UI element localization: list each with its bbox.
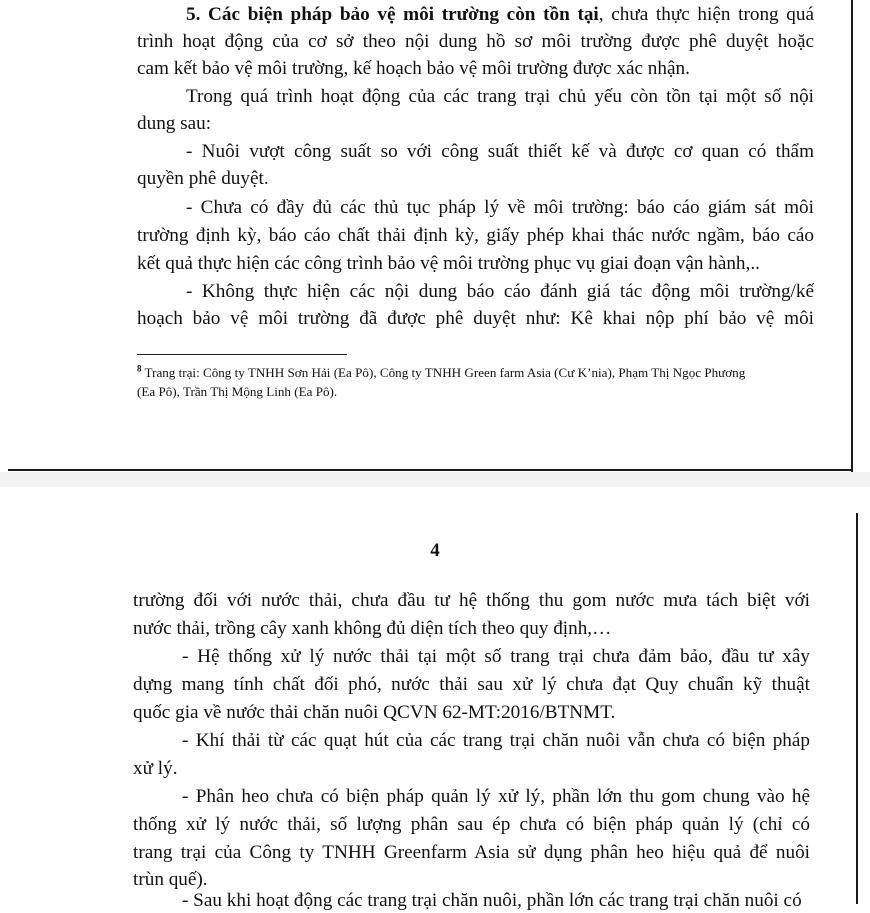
bullet-line: - Hệ thống xử lý nước thải tại một số trang trại chưa đảm bảo, đầu tư xây — [182, 646, 810, 667]
heading-continuation: , chưa thực hiện trong quá — [598, 4, 815, 25]
text-line: dung sau: — [137, 113, 212, 134]
paragraph-heading-line — [186, 3, 814, 27]
cut-off-text: - Sau khi hoạt động các trang trại chăn nuôi, phần lớn các trang trại chăn nuôi có — [182, 890, 802, 911]
page-edge-right — [851, 0, 853, 472]
text-line: trường định kỳ, báo cáo chất thải định kỳ, giấy phép khai thác nước ngầm, báo cáo — [137, 225, 814, 246]
text-line: nước thải, trồng cây xanh không đủ diện tích theo quy định,… — [133, 618, 612, 639]
bullet-line: - Chưa có đầy đủ các thủ tục pháp lý về môi trường: báo cáo giám sát môi — [186, 197, 814, 218]
bullet-line: - Không thực hiện các nội dung báo cáo đánh giá tác động môi trường/kế — [186, 281, 814, 302]
text-line: hoạch bảo vệ môi trường đã được phê duyệt như: Kê khai nộp phí bảo vệ môi — [137, 308, 814, 329]
text-line: dựng mang tính chất đối phó, nước thải sau xử lý chưa đạt Quy chuẩn kỹ thuật — [133, 674, 810, 695]
cut-off-text-line — [133, 889, 823, 913]
footnote-line — [137, 364, 814, 381]
footnote-separator — [137, 354, 347, 355]
text-line: trường đối với nước thải, chưa đầu tư hệ thống thu gom nước mưa tách biệt với — [133, 590, 810, 611]
section-heading: 5. Các biện pháp bảo vệ môi trường còn tồn tại — [186, 4, 599, 25]
page-edge-right — [856, 513, 858, 904]
page-gap — [0, 472, 870, 487]
bullet-line: - Nuôi vượt công suất so với công suất thiết kế và được cơ quan có thẩm — [186, 141, 814, 162]
text-line: cam kết bảo vệ môi trường, kế hoạch bảo vệ môi trường được xác nhận. — [137, 58, 690, 79]
footnote-line: (Ea Pô), Trần Thị Mộng Linh (Ea Pô). — [137, 384, 338, 399]
footnote-marker: 8 — [137, 363, 142, 374]
text-line: kết quả thực hiện các công trình bảo vệ môi trường phục vụ giai đoạn vận hành,.. — [137, 253, 760, 274]
text-line: trùn quế). — [133, 869, 208, 890]
bullet-line: - Phân heo chưa có biện pháp quản lý xử lý, phần lớn thu gom chung vào hệ — [182, 786, 810, 807]
page-number: 4 — [430, 540, 440, 561]
footnote-text: Trang trại: Công ty TNHH Sơn Hải (Ea Pô), Công ty TNHH Green farm Asia (Cư K’nia), Phạm Thị Ngọc Phương — [144, 365, 746, 380]
text-line: Trong quá trình hoạt động của các trang trại chủ yếu còn tồn tại một số nội — [186, 86, 814, 107]
text-line: xử lý. — [133, 758, 178, 779]
text-line: quốc gia về nước thải chăn nuôi QCVN 62-MT:2016/BTNMT. — [133, 702, 616, 723]
bullet-line: - Khí thải từ các quạt hút của các trang trại chăn nuôi vẫn chưa có biện pháp — [182, 730, 810, 751]
text-line: thống xử lý nước thải, số lượng phân sau ép chưa có biện pháp quản lý (chỉ có — [133, 814, 810, 835]
text-line: trang trại của Công ty TNHH Greenfarm Asia sử dụng phân heo hiệu quả để nuôi — [133, 842, 810, 863]
page-edge-bottom — [8, 469, 853, 471]
text-line: trình hoạt động của cơ sở theo nội dung hồ sơ môi trường được phê duyệt hoặc — [137, 31, 814, 52]
text-line: quyền phê duyệt. — [137, 168, 269, 189]
